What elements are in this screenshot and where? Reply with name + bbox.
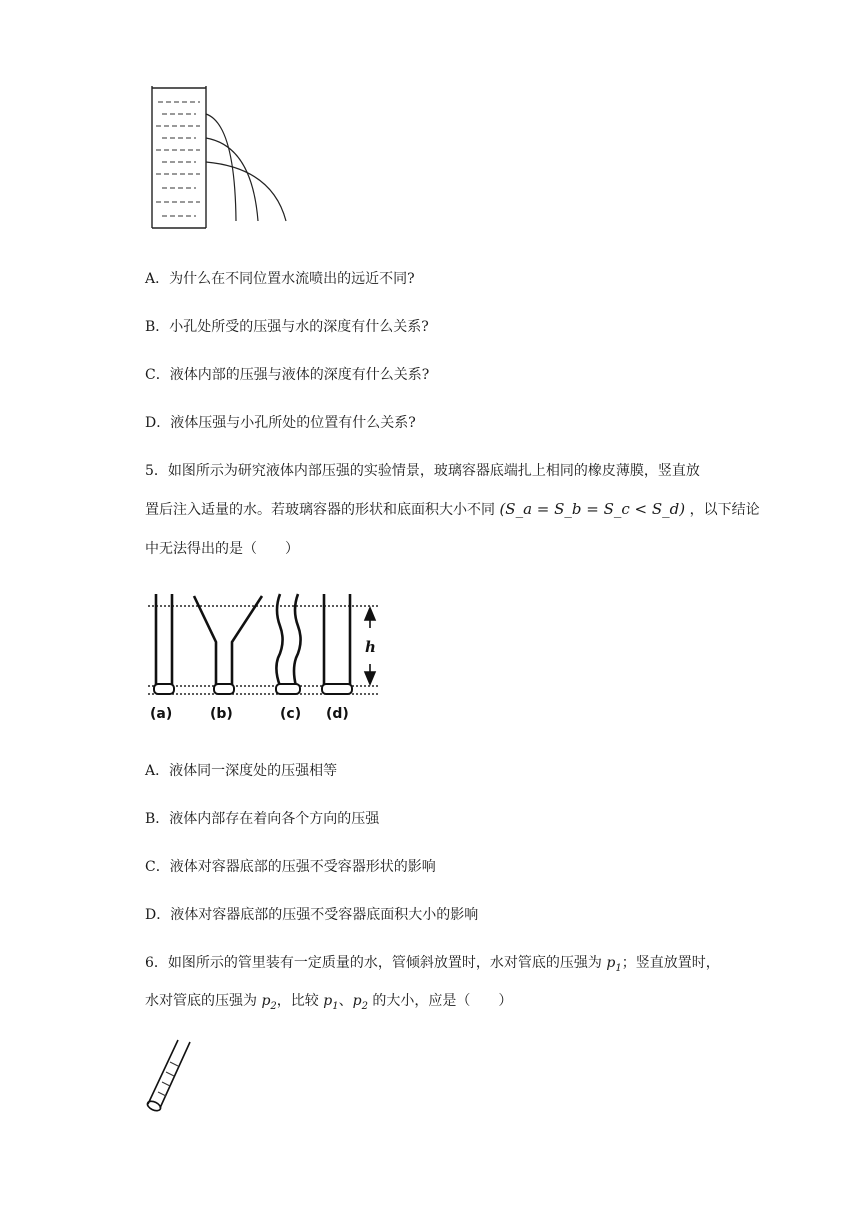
q4-option-c: C．液体内部的压强与液体的深度有什么关系? (145, 367, 430, 383)
q6-stem-line2-pre: 水对管底的压强为 (145, 993, 262, 1009)
p1-letter-compare: p (323, 993, 333, 1009)
q5-stem-line2-post: ，以下结论 (689, 502, 760, 518)
q4-option-d: D．液体压强与小孔所处的位置有什么关系? (145, 415, 416, 431)
q5-stem-line1: 5．如图所示为研究液体内部压强的实验情景，玻璃容器底端扎上相同的橡皮薄膜，竖直放 (145, 463, 700, 479)
q5-option-d: D．液体对容器底部的压强不受容器底面积大小的影响 (145, 907, 479, 923)
p1-symbol (606, 955, 622, 974)
container-label-a: (a) (150, 706, 173, 722)
q5-option-c: C．液体对容器底部的压强不受容器形状的影响 (145, 859, 436, 875)
p2-subscript-compare: 2 (361, 1000, 368, 1012)
q6-stem-line1-pre: 6．如图所示的管里装有一定质量的水，管倾斜放置时，水对管底的压强为 (145, 955, 607, 971)
q6-stem-line1 (145, 954, 720, 978)
q5-stem-line3: 中无法得出的是（ ） (145, 541, 299, 557)
p2-letter: p (261, 993, 271, 1009)
q5-option-b: B．液体内部存在着向各个方向的压强 (145, 811, 380, 827)
depth-h-label: h (365, 638, 376, 656)
p2-symbol-compare (352, 993, 368, 1012)
q6-stem-line1-mid: ；竖直放置时， (621, 955, 720, 971)
q5-stem-line2 (145, 500, 760, 519)
container-label-b: (b) (210, 706, 233, 722)
q5-option-a: A．液体同一深度处的压强相等 (145, 763, 338, 779)
p1-subscript: 1 (615, 962, 622, 974)
p2-symbol (261, 993, 277, 1012)
q6-stem-line2-post: 的大小，应是（ ） (367, 993, 513, 1009)
p2-letter-compare: p (352, 993, 362, 1009)
q4-option-b: B．小孔处所受的压强与水的深度有什么关系? (145, 319, 429, 335)
p1-symbol-compare (323, 993, 339, 1012)
water-jet-container-figure (140, 76, 300, 236)
tilted-tube-figure (140, 1036, 204, 1116)
p1-letter: p (606, 955, 616, 971)
p2-subscript: 2 (270, 1000, 277, 1012)
q4-option-a: A．为什么在不同位置水流喷出的远近不同? (145, 271, 415, 287)
q6-stem-line2-sep: 、 (338, 993, 353, 1009)
container-label-c: (c) (280, 706, 302, 722)
p1-subscript-compare: 1 (332, 1000, 339, 1012)
q6-stem-line2-mid: ，比较 (276, 993, 324, 1009)
q6-stem-line2 (145, 992, 512, 1016)
four-containers-figure (146, 590, 386, 726)
q5-area-formula: (S_a = S_b = S_c < S_d) (499, 500, 686, 518)
container-label-d: (d) (326, 706, 349, 722)
q5-stem-line2-pre: 置后注入适量的水。若玻璃容器的形状和底面积大小不同 (145, 502, 495, 518)
